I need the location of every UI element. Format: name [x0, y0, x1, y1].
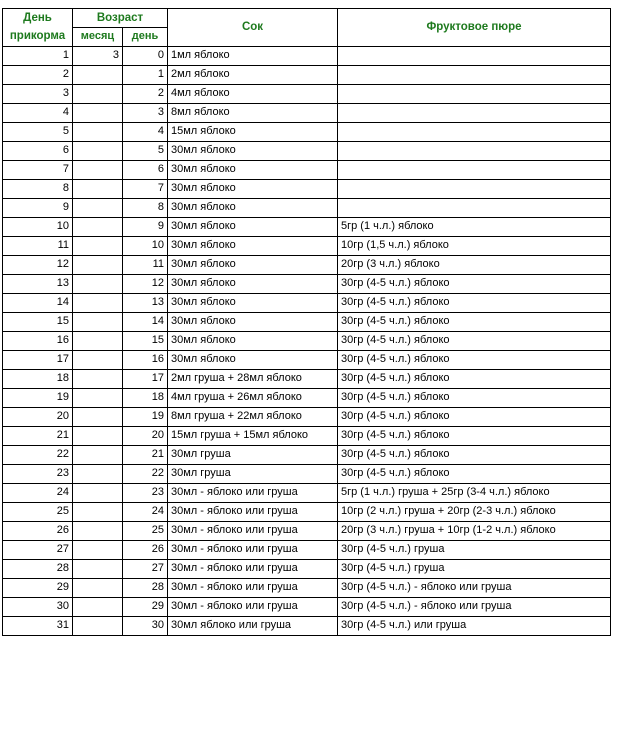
cell-feeding-day: 19 — [3, 389, 73, 408]
cell-feeding-day: 22 — [3, 446, 73, 465]
cell-age-day: 27 — [123, 560, 168, 579]
cell-age-day: 25 — [123, 522, 168, 541]
cell-age-day: 28 — [123, 579, 168, 598]
cell-age-day: 21 — [123, 446, 168, 465]
table-row — [3, 47, 611, 66]
cell-juice: 30мл яблоко — [168, 351, 338, 370]
table-row — [3, 180, 611, 199]
cell-fruit-puree: 30гр (4-5 ч.л.) яблоко — [338, 408, 611, 427]
cell-age-day: 15 — [123, 332, 168, 351]
cell-age-day: 9 — [123, 218, 168, 237]
table-row — [3, 332, 611, 351]
cell-age-day: 11 — [123, 256, 168, 275]
cell-age-day: 3 — [123, 104, 168, 123]
cell-juice: 15мл груша + 15мл яблоко — [168, 427, 338, 446]
cell-feeding-day: 2 — [3, 66, 73, 85]
table-row — [3, 218, 611, 237]
complementary-feeding-table — [2, 8, 611, 636]
table-row — [3, 579, 611, 598]
cell-feeding-day: 5 — [3, 123, 73, 142]
cell-age-month — [73, 522, 123, 541]
cell-juice: 30мл яблоко — [168, 332, 338, 351]
column-header-feeding-day-line1: День — [23, 12, 52, 25]
table-row — [3, 503, 611, 522]
cell-age-month — [73, 199, 123, 218]
cell-age-month — [73, 85, 123, 104]
cell-age-month — [73, 389, 123, 408]
cell-feeding-day: 16 — [3, 332, 73, 351]
cell-fruit-puree: 30гр (4-5 ч.л.) яблоко — [338, 294, 611, 313]
cell-feeding-day: 20 — [3, 408, 73, 427]
table-header-row-1 — [3, 9, 611, 28]
cell-juice: 30мл - яблоко или груша — [168, 484, 338, 503]
table-row — [3, 522, 611, 541]
cell-juice: 1мл яблоко — [168, 47, 338, 66]
cell-feeding-day: 25 — [3, 503, 73, 522]
cell-juice: 30мл - яблоко или груша — [168, 560, 338, 579]
cell-fruit-puree: 30гр (4-5 ч.л.) яблоко — [338, 370, 611, 389]
cell-juice: 30мл - яблоко или груша — [168, 503, 338, 522]
cell-juice: 30мл - яблоко или груша — [168, 541, 338, 560]
cell-age-day: 24 — [123, 503, 168, 522]
cell-juice: 15мл яблоко — [168, 123, 338, 142]
cell-age-month — [73, 579, 123, 598]
cell-age-month — [73, 484, 123, 503]
cell-age-day: 12 — [123, 275, 168, 294]
table-row — [3, 541, 611, 560]
cell-age-day: 8 — [123, 199, 168, 218]
cell-age-day: 1 — [123, 66, 168, 85]
cell-age-month — [73, 332, 123, 351]
table-row — [3, 66, 611, 85]
cell-fruit-puree: 5гр (1 ч.л.) яблоко — [338, 218, 611, 237]
cell-juice: 30мл яблоко — [168, 161, 338, 180]
cell-juice: 30мл яблоко — [168, 199, 338, 218]
table-row — [3, 104, 611, 123]
cell-fruit-puree — [338, 199, 611, 218]
cell-age-day: 10 — [123, 237, 168, 256]
cell-juice: 30мл яблоко — [168, 275, 338, 294]
cell-age-month — [73, 256, 123, 275]
cell-age-month — [73, 275, 123, 294]
cell-age-month — [73, 541, 123, 560]
cell-juice: 4мл груша + 26мл яблоко — [168, 389, 338, 408]
cell-feeding-day: 10 — [3, 218, 73, 237]
table-row — [3, 275, 611, 294]
cell-fruit-puree: 5гр (1 ч.л.) груша + 25гр (3-4 ч.л.) яблоко — [338, 484, 611, 503]
table-row — [3, 313, 611, 332]
cell-age-day: 23 — [123, 484, 168, 503]
cell-age-month — [73, 427, 123, 446]
cell-age-month — [73, 560, 123, 579]
cell-feeding-day: 18 — [3, 370, 73, 389]
cell-age-month — [73, 218, 123, 237]
cell-juice: 30мл яблоко — [168, 313, 338, 332]
cell-juice: 8мл яблоко — [168, 104, 338, 123]
cell-feeding-day: 8 — [3, 180, 73, 199]
table-row — [3, 617, 611, 636]
cell-fruit-puree: 10гр (1,5 ч.л.) яблоко — [338, 237, 611, 256]
table-row — [3, 85, 611, 104]
table-body — [3, 47, 611, 636]
cell-age-day: 17 — [123, 370, 168, 389]
cell-feeding-day: 21 — [3, 427, 73, 446]
cell-feeding-day: 17 — [3, 351, 73, 370]
cell-age-month — [73, 503, 123, 522]
cell-juice: 30мл яблоко — [168, 256, 338, 275]
cell-age-day: 5 — [123, 142, 168, 161]
table-row — [3, 294, 611, 313]
cell-age-day: 4 — [123, 123, 168, 142]
cell-fruit-puree: 30гр (4-5 ч.л.) груша — [338, 541, 611, 560]
cell-feeding-day: 3 — [3, 85, 73, 104]
cell-fruit-puree — [338, 161, 611, 180]
cell-fruit-puree — [338, 142, 611, 161]
cell-age-day: 6 — [123, 161, 168, 180]
cell-fruit-puree — [338, 85, 611, 104]
cell-juice: 30мл яблоко — [168, 294, 338, 313]
cell-feeding-day: 14 — [3, 294, 73, 313]
cell-feeding-day: 1 — [3, 47, 73, 66]
cell-fruit-puree: 30гр (4-5 ч.л.) яблоко — [338, 332, 611, 351]
cell-feeding-day: 13 — [3, 275, 73, 294]
cell-age-month — [73, 294, 123, 313]
cell-age-day: 14 — [123, 313, 168, 332]
table-row — [3, 142, 611, 161]
cell-fruit-puree: 20гр (3 ч.л.) яблоко — [338, 256, 611, 275]
column-header-age-day: день — [123, 28, 168, 47]
table-row — [3, 408, 611, 427]
cell-age-day: 22 — [123, 465, 168, 484]
cell-feeding-day: 15 — [3, 313, 73, 332]
cell-feeding-day: 26 — [3, 522, 73, 541]
cell-juice: 30мл груша — [168, 465, 338, 484]
table-row — [3, 256, 611, 275]
cell-feeding-day: 7 — [3, 161, 73, 180]
cell-fruit-puree: 20гр (3 ч.л.) груша + 10гр (1-2 ч.л.) яблоко — [338, 522, 611, 541]
cell-age-month — [73, 617, 123, 636]
table-row — [3, 237, 611, 256]
column-header-feeding-day-line2: прикорма — [9, 29, 66, 42]
column-header-age: Возраст — [73, 9, 168, 28]
cell-age-day: 0 — [123, 47, 168, 66]
cell-juice: 30мл - яблоко или груша — [168, 579, 338, 598]
cell-juice: 30мл яблоко — [168, 142, 338, 161]
cell-age-month — [73, 408, 123, 427]
cell-fruit-puree — [338, 123, 611, 142]
cell-juice: 8мл груша + 22мл яблоко — [168, 408, 338, 427]
cell-juice: 2мл груша + 28мл яблоко — [168, 370, 338, 389]
cell-age-day: 16 — [123, 351, 168, 370]
table-row — [3, 389, 611, 408]
cell-age-day: 26 — [123, 541, 168, 560]
table-row — [3, 465, 611, 484]
cell-age-month — [73, 370, 123, 389]
cell-fruit-puree: 30гр (4-5 ч.л.) яблоко — [338, 465, 611, 484]
cell-fruit-puree: 30гр (4-5 ч.л.) яблоко — [338, 427, 611, 446]
cell-age-month — [73, 465, 123, 484]
cell-feeding-day: 11 — [3, 237, 73, 256]
cell-fruit-puree: 30гр (4-5 ч.л.) яблоко — [338, 313, 611, 332]
cell-juice: 4мл яблоко — [168, 85, 338, 104]
cell-feeding-day: 12 — [3, 256, 73, 275]
cell-age-month: 3 — [73, 47, 123, 66]
cell-feeding-day: 6 — [3, 142, 73, 161]
cell-feeding-day: 24 — [3, 484, 73, 503]
cell-feeding-day: 30 — [3, 598, 73, 617]
table-row — [3, 598, 611, 617]
cell-fruit-puree: 30гр (4-5 ч.л.) яблоко — [338, 389, 611, 408]
cell-feeding-day: 28 — [3, 560, 73, 579]
cell-age-month — [73, 313, 123, 332]
cell-fruit-puree: 30гр (4-5 ч.л.) яблоко — [338, 446, 611, 465]
cell-age-month — [73, 161, 123, 180]
cell-age-month — [73, 104, 123, 123]
cell-age-month — [73, 142, 123, 161]
cell-age-month — [73, 237, 123, 256]
table-row — [3, 560, 611, 579]
cell-juice: 30мл - яблоко или груша — [168, 598, 338, 617]
cell-fruit-puree — [338, 66, 611, 85]
table-header — [3, 9, 611, 47]
column-header-juice: Сок — [168, 9, 338, 47]
cell-age-month — [73, 66, 123, 85]
table-row — [3, 370, 611, 389]
cell-age-day: 13 — [123, 294, 168, 313]
table-row — [3, 427, 611, 446]
cell-age-month — [73, 446, 123, 465]
cell-age-month — [73, 351, 123, 370]
cell-fruit-puree: 30гр (4-5 ч.л.) яблоко — [338, 351, 611, 370]
cell-age-day: 18 — [123, 389, 168, 408]
cell-feeding-day: 29 — [3, 579, 73, 598]
cell-fruit-puree: 30гр (4-5 ч.л.) - яблоко или груша — [338, 598, 611, 617]
table-row — [3, 199, 611, 218]
table-row — [3, 161, 611, 180]
cell-fruit-puree — [338, 47, 611, 66]
cell-feeding-day: 9 — [3, 199, 73, 218]
cell-age-day: 29 — [123, 598, 168, 617]
cell-fruit-puree: 30гр (4-5 ч.л.) или груша — [338, 617, 611, 636]
cell-age-day: 30 — [123, 617, 168, 636]
column-header-feeding-day — [3, 9, 73, 47]
cell-juice: 30мл яблоко или груша — [168, 617, 338, 636]
cell-feeding-day: 31 — [3, 617, 73, 636]
cell-feeding-day: 27 — [3, 541, 73, 560]
table-row — [3, 123, 611, 142]
cell-age-day: 2 — [123, 85, 168, 104]
table-row — [3, 446, 611, 465]
cell-fruit-puree — [338, 104, 611, 123]
cell-age-day: 20 — [123, 427, 168, 446]
cell-juice: 30мл - яблоко или груша — [168, 522, 338, 541]
cell-fruit-puree: 10гр (2 ч.л.) груша + 20гр (2-3 ч.л.) яблоко — [338, 503, 611, 522]
cell-feeding-day: 4 — [3, 104, 73, 123]
cell-age-month — [73, 598, 123, 617]
cell-fruit-puree: 30гр (4-5 ч.л.) яблоко — [338, 275, 611, 294]
cell-age-day: 7 — [123, 180, 168, 199]
table-row — [3, 484, 611, 503]
column-header-age-month: месяц — [73, 28, 123, 47]
cell-juice: 30мл яблоко — [168, 180, 338, 199]
cell-juice: 30мл груша — [168, 446, 338, 465]
cell-juice: 30мл яблоко — [168, 218, 338, 237]
cell-age-month — [73, 123, 123, 142]
cell-fruit-puree: 30гр (4-5 ч.л.) груша — [338, 560, 611, 579]
cell-age-month — [73, 180, 123, 199]
cell-fruit-puree — [338, 180, 611, 199]
cell-juice: 2мл яблоко — [168, 66, 338, 85]
cell-age-day: 19 — [123, 408, 168, 427]
cell-juice: 30мл яблоко — [168, 237, 338, 256]
cell-feeding-day: 23 — [3, 465, 73, 484]
table-row — [3, 351, 611, 370]
cell-fruit-puree: 30гр (4-5 ч.л.) - яблоко или груша — [338, 579, 611, 598]
column-header-fruit-puree: Фруктовое пюре — [338, 9, 611, 47]
